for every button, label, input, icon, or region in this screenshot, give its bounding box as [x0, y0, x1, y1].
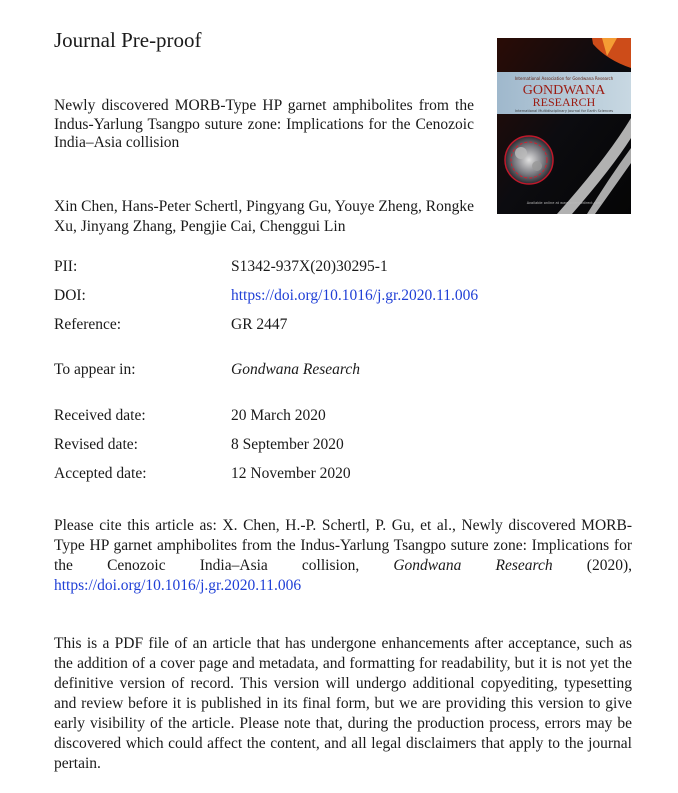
received-label: Received date: — [54, 407, 146, 424]
citation-doi-link[interactable]: https://doi.org/10.1016/j.gr.2020.11.006 — [54, 577, 302, 594]
pre-proof-notice: This is a PDF file of an article that has undergone enhancements after acceptance, such as the addition of a cover page and metadata, and formatting for readability, but it is not yet the definitive version of record. This version will undergo additional copyediting, typesetting and review before it is published in its final form, but we are providing this version to give early visibility of the article. Please note that, during the production process, errors may be discovered which could affect the content, and all legal disclaimers that apply to the journal pertain. — [54, 635, 632, 772]
citation-paragraph — [54, 516, 632, 596]
journal-cover-image — [497, 38, 631, 214]
article-title: Newly discovered MORB-Type HP garnet amphibolites from the Indus-Yarlung Tsangpo suture zone: Implications for the Cenozoic India–Asia collision — [54, 97, 474, 151]
cover-title-line1: GONDWANA — [522, 83, 606, 98]
journal-pre-proof-header: Journal Pre-proof — [54, 28, 202, 52]
cover-small-top: International Association for Gondwana Research — [514, 76, 614, 81]
reference-value: GR 2447 — [231, 316, 288, 333]
citation-journal: Gondwana Research — [393, 557, 553, 574]
doi-link[interactable]: https://doi.org/10.1016/j.gr.2020.11.006 — [231, 287, 479, 304]
citation-year: (2020), — [552, 557, 632, 574]
accepted-label: Accepted date: — [54, 465, 147, 482]
citation-prefix: Please cite this article as: X. Chen, H.-P. Schertl, P. Gu, et al., Newly discovered MORB-Type HP garnet amphibolites from the Indus-Yarlung Tsangpo suture zone: Implications for the Cenozoic India–Asia collision, — [54, 517, 632, 574]
appear-in-value: Gondwana Research — [231, 361, 361, 378]
appear-in-label: To appear in: — [54, 361, 136, 378]
cover-subtitle: International Multidisciplinary Journal for Earth Sciences — [514, 109, 614, 113]
doi-label: DOI: — [54, 287, 86, 304]
cover-title-line2: RESEARCH — [532, 95, 596, 109]
cover-artwork — [497, 38, 631, 214]
pii-label: PII: — [54, 258, 78, 275]
accepted-value: 12 November 2020 — [231, 465, 351, 482]
pii-value: S1342-937X(20)30295-1 — [231, 258, 388, 275]
cover-bottom-text: Available online at www.sciencedirect.com — [526, 201, 602, 205]
revised-label: Revised date: — [54, 436, 138, 453]
author-list: Xin Chen, Hans-Peter Schertl, Pingyang Gu, Youye Zheng, Rongke Xu, Jinyang Zhang, Pengjie Cai, Chenggui Lin — [54, 198, 474, 235]
received-value: 20 March 2020 — [231, 407, 326, 424]
reference-label: Reference: — [54, 316, 122, 333]
revised-value: 8 September 2020 — [231, 436, 344, 453]
